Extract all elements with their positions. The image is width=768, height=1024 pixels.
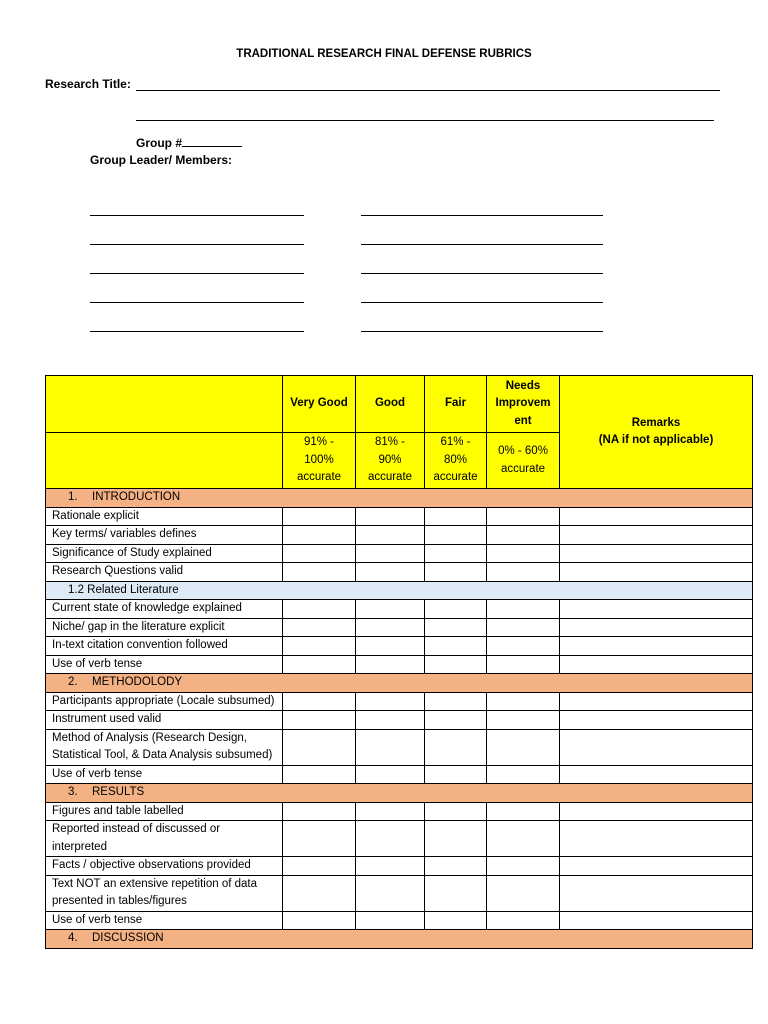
section-number: 4. <box>68 932 78 944</box>
criteria-row <box>46 911 753 930</box>
criteria-label: Figures and table labelled <box>46 802 283 821</box>
criteria-label: Participants appropriate (Locale subsumed) <box>46 692 283 711</box>
criteria-label: Significance of Study explained <box>46 544 283 563</box>
section-header-row <box>46 784 753 803</box>
criteria-label: Use of verb tense <box>46 765 283 784</box>
section-label <box>46 930 753 949</box>
group-number-field[interactable] <box>182 135 242 147</box>
section-label <box>46 784 753 803</box>
rating-good-range: 81% - 90% accurate <box>356 433 425 489</box>
criteria-row <box>46 692 753 711</box>
very-good-score-cell[interactable] <box>283 729 356 765</box>
good-score-cell[interactable] <box>356 655 425 674</box>
criteria-row <box>46 802 753 821</box>
criteria-row <box>46 507 753 526</box>
fair-score-cell[interactable] <box>425 711 487 730</box>
criteria-row <box>46 711 753 730</box>
good-score-cell[interactable] <box>356 526 425 545</box>
member-field-left[interactable] <box>90 302 304 303</box>
fair-score-cell[interactable] <box>425 526 487 545</box>
good-score-cell[interactable] <box>356 637 425 656</box>
section-title: DISCUSSION <box>92 932 164 944</box>
member-field-right[interactable] <box>361 331 603 332</box>
rating-very-good-range: 91% - 100% accurate <box>283 433 356 489</box>
research-title-field-line-1[interactable] <box>136 90 720 91</box>
criteria-row <box>46 526 753 545</box>
very-good-score-cell[interactable] <box>283 637 356 656</box>
needs-improvement-score-cell[interactable] <box>487 911 560 930</box>
section-number: 2. <box>68 676 78 688</box>
member-field-left[interactable] <box>90 244 304 245</box>
needs-improvement-score-cell[interactable] <box>487 507 560 526</box>
criteria-row <box>46 729 753 765</box>
fair-score-cell[interactable] <box>425 563 487 582</box>
good-score-cell[interactable] <box>356 857 425 876</box>
member-field-right[interactable] <box>361 244 603 245</box>
criteria-row <box>46 655 753 674</box>
criteria-row <box>46 637 753 656</box>
very-good-score-cell[interactable] <box>283 821 356 857</box>
member-field-left[interactable] <box>90 273 304 274</box>
fair-score-cell[interactable] <box>425 802 487 821</box>
very-good-score-cell[interactable] <box>283 600 356 619</box>
fair-score-cell[interactable] <box>425 544 487 563</box>
criteria-label: In-text citation convention followed <box>46 637 283 656</box>
rating-header-row <box>46 376 753 433</box>
very-good-score-cell[interactable] <box>283 857 356 876</box>
criteria-row <box>46 765 753 784</box>
remarks-cell[interactable] <box>560 765 753 784</box>
good-score-cell[interactable] <box>356 802 425 821</box>
very-good-score-cell[interactable] <box>283 544 356 563</box>
remarks-cell[interactable] <box>560 544 753 563</box>
fair-score-cell[interactable] <box>425 875 487 911</box>
remarks-cell[interactable] <box>560 563 753 582</box>
needs-improvement-score-cell[interactable] <box>487 600 560 619</box>
criteria-row <box>46 544 753 563</box>
good-score-cell[interactable] <box>356 711 425 730</box>
good-score-cell[interactable] <box>356 618 425 637</box>
research-title-label: Research Title: <box>45 77 131 91</box>
remarks-cell[interactable] <box>560 802 753 821</box>
good-score-cell[interactable] <box>356 821 425 857</box>
section-label <box>46 489 753 508</box>
remarks-cell[interactable] <box>560 637 753 656</box>
criteria-row <box>46 618 753 637</box>
good-score-cell[interactable] <box>356 544 425 563</box>
section-number: 1. <box>68 491 78 503</box>
needs-improvement-score-cell[interactable] <box>487 821 560 857</box>
very-good-score-cell[interactable] <box>283 692 356 711</box>
needs-improvement-score-cell[interactable] <box>487 692 560 711</box>
subsection-label: 1.2 Related Literature <box>46 581 753 600</box>
fair-score-cell[interactable] <box>425 655 487 674</box>
good-score-cell[interactable] <box>356 563 425 582</box>
subsection-header-row <box>46 581 753 600</box>
good-score-cell[interactable] <box>356 600 425 619</box>
group-leader-label: Group Leader/ Members: <box>90 153 233 167</box>
rating-good-header: Good <box>356 376 425 433</box>
fair-score-cell[interactable] <box>425 637 487 656</box>
remarks-cell[interactable] <box>560 507 753 526</box>
criteria-label: Rationale explicit <box>46 507 283 526</box>
criteria-label: Text NOT an extensive repetition of data presented in tables/figures <box>46 875 283 911</box>
criteria-header-cell <box>46 433 283 489</box>
good-score-cell[interactable] <box>356 875 425 911</box>
remarks-cell[interactable] <box>560 821 753 857</box>
criteria-label: Instrument used valid <box>46 711 283 730</box>
very-good-score-cell[interactable] <box>283 711 356 730</box>
rating-fair-header: Fair <box>425 376 487 433</box>
remarks-cell[interactable] <box>560 618 753 637</box>
research-title-field-line-2[interactable] <box>136 120 714 121</box>
remarks-cell[interactable] <box>560 875 753 911</box>
criteria-label: Method of Analysis (Research Design, Statistical Tool, & Data Analysis subsumed) <box>46 729 283 765</box>
remarks-label: Remarks <box>631 416 681 429</box>
very-good-score-cell[interactable] <box>283 618 356 637</box>
section-header-row <box>46 674 753 693</box>
needs-improvement-score-cell[interactable] <box>487 526 560 545</box>
member-field-right[interactable] <box>361 273 603 274</box>
needs-improvement-score-cell[interactable] <box>487 563 560 582</box>
very-good-score-cell[interactable] <box>283 655 356 674</box>
very-good-score-cell[interactable] <box>283 526 356 545</box>
needs-improvement-score-cell[interactable] <box>487 875 560 911</box>
criteria-label: Reported instead of discussed or interpreted <box>46 821 283 857</box>
remarks-cell[interactable] <box>560 729 753 765</box>
member-field-left[interactable] <box>90 331 304 332</box>
very-good-score-cell[interactable] <box>283 875 356 911</box>
needs-improvement-score-cell[interactable] <box>487 655 560 674</box>
very-good-score-cell[interactable] <box>283 765 356 784</box>
good-score-cell[interactable] <box>356 507 425 526</box>
member-field-left[interactable] <box>90 215 304 216</box>
needs-improvement-score-cell[interactable] <box>487 544 560 563</box>
group-number-row <box>136 135 242 150</box>
criteria-row <box>46 857 753 876</box>
rating-very-good-header: Very Good <box>283 376 356 433</box>
member-field-right[interactable] <box>361 302 603 303</box>
needs-improvement-score-cell[interactable] <box>487 802 560 821</box>
remarks-cell[interactable] <box>560 911 753 930</box>
section-title: INTRODUCTION <box>92 491 181 503</box>
needs-improvement-score-cell[interactable] <box>487 729 560 765</box>
criteria-label: Current state of knowledge explained <box>46 600 283 619</box>
needs-improvement-score-cell[interactable] <box>487 637 560 656</box>
needs-improvement-score-cell[interactable] <box>487 711 560 730</box>
criteria-label: Niche/ gap in the literature explicit <box>46 618 283 637</box>
criteria-label: Research Questions valid <box>46 563 283 582</box>
good-score-cell[interactable] <box>356 911 425 930</box>
good-score-cell[interactable] <box>356 729 425 765</box>
section-header-row <box>46 930 753 949</box>
rating-needs-improvement-header: Needs Improvem ent <box>487 376 560 433</box>
remarks-cell[interactable] <box>560 526 753 545</box>
section-title: METHODOLODY <box>92 676 183 688</box>
fair-score-cell[interactable] <box>425 507 487 526</box>
section-header-row <box>46 489 753 508</box>
rubric-table <box>45 375 753 949</box>
remarks-note: (NA if not applicable) <box>598 434 714 446</box>
remarks-header <box>560 376 753 489</box>
criteria-label: Use of verb tense <box>46 911 283 930</box>
fair-score-cell[interactable] <box>425 765 487 784</box>
fair-score-cell[interactable] <box>425 600 487 619</box>
needs-improvement-score-cell[interactable] <box>487 765 560 784</box>
fair-score-cell[interactable] <box>425 821 487 857</box>
criteria-row <box>46 563 753 582</box>
rating-needs-improvement-range: 0% - 60% accurate <box>487 433 560 489</box>
fair-score-cell[interactable] <box>425 911 487 930</box>
section-label <box>46 674 753 693</box>
good-score-cell[interactable] <box>356 765 425 784</box>
criteria-label: Use of verb tense <box>46 655 283 674</box>
fair-score-cell[interactable] <box>425 618 487 637</box>
criteria-header-cell <box>46 376 283 433</box>
criteria-row <box>46 600 753 619</box>
very-good-score-cell[interactable] <box>283 802 356 821</box>
page-title: TRADITIONAL RESEARCH FINAL DEFENSE RUBRICS <box>236 48 532 60</box>
criteria-label: Facts / objective observations provided <box>46 857 283 876</box>
very-good-score-cell[interactable] <box>283 507 356 526</box>
rating-fair-range: 61% - 80% accurate <box>425 433 487 489</box>
remarks-cell[interactable] <box>560 711 753 730</box>
section-title: RESULTS <box>92 786 145 798</box>
fair-score-cell[interactable] <box>425 692 487 711</box>
remarks-cell[interactable] <box>560 857 753 876</box>
remarks-cell[interactable] <box>560 600 753 619</box>
fair-score-cell[interactable] <box>425 857 487 876</box>
good-score-cell[interactable] <box>356 692 425 711</box>
criteria-label: Key terms/ variables defines <box>46 526 283 545</box>
remarks-cell[interactable] <box>560 692 753 711</box>
section-number: 3. <box>68 786 78 798</box>
very-good-score-cell[interactable] <box>283 911 356 930</box>
member-field-right[interactable] <box>361 215 603 216</box>
criteria-row <box>46 875 753 911</box>
needs-improvement-score-cell[interactable] <box>487 857 560 876</box>
very-good-score-cell[interactable] <box>283 563 356 582</box>
remarks-cell[interactable] <box>560 655 753 674</box>
fair-score-cell[interactable] <box>425 729 487 765</box>
group-number-label: Group # <box>136 136 183 150</box>
needs-improvement-score-cell[interactable] <box>487 618 560 637</box>
criteria-row <box>46 821 753 857</box>
